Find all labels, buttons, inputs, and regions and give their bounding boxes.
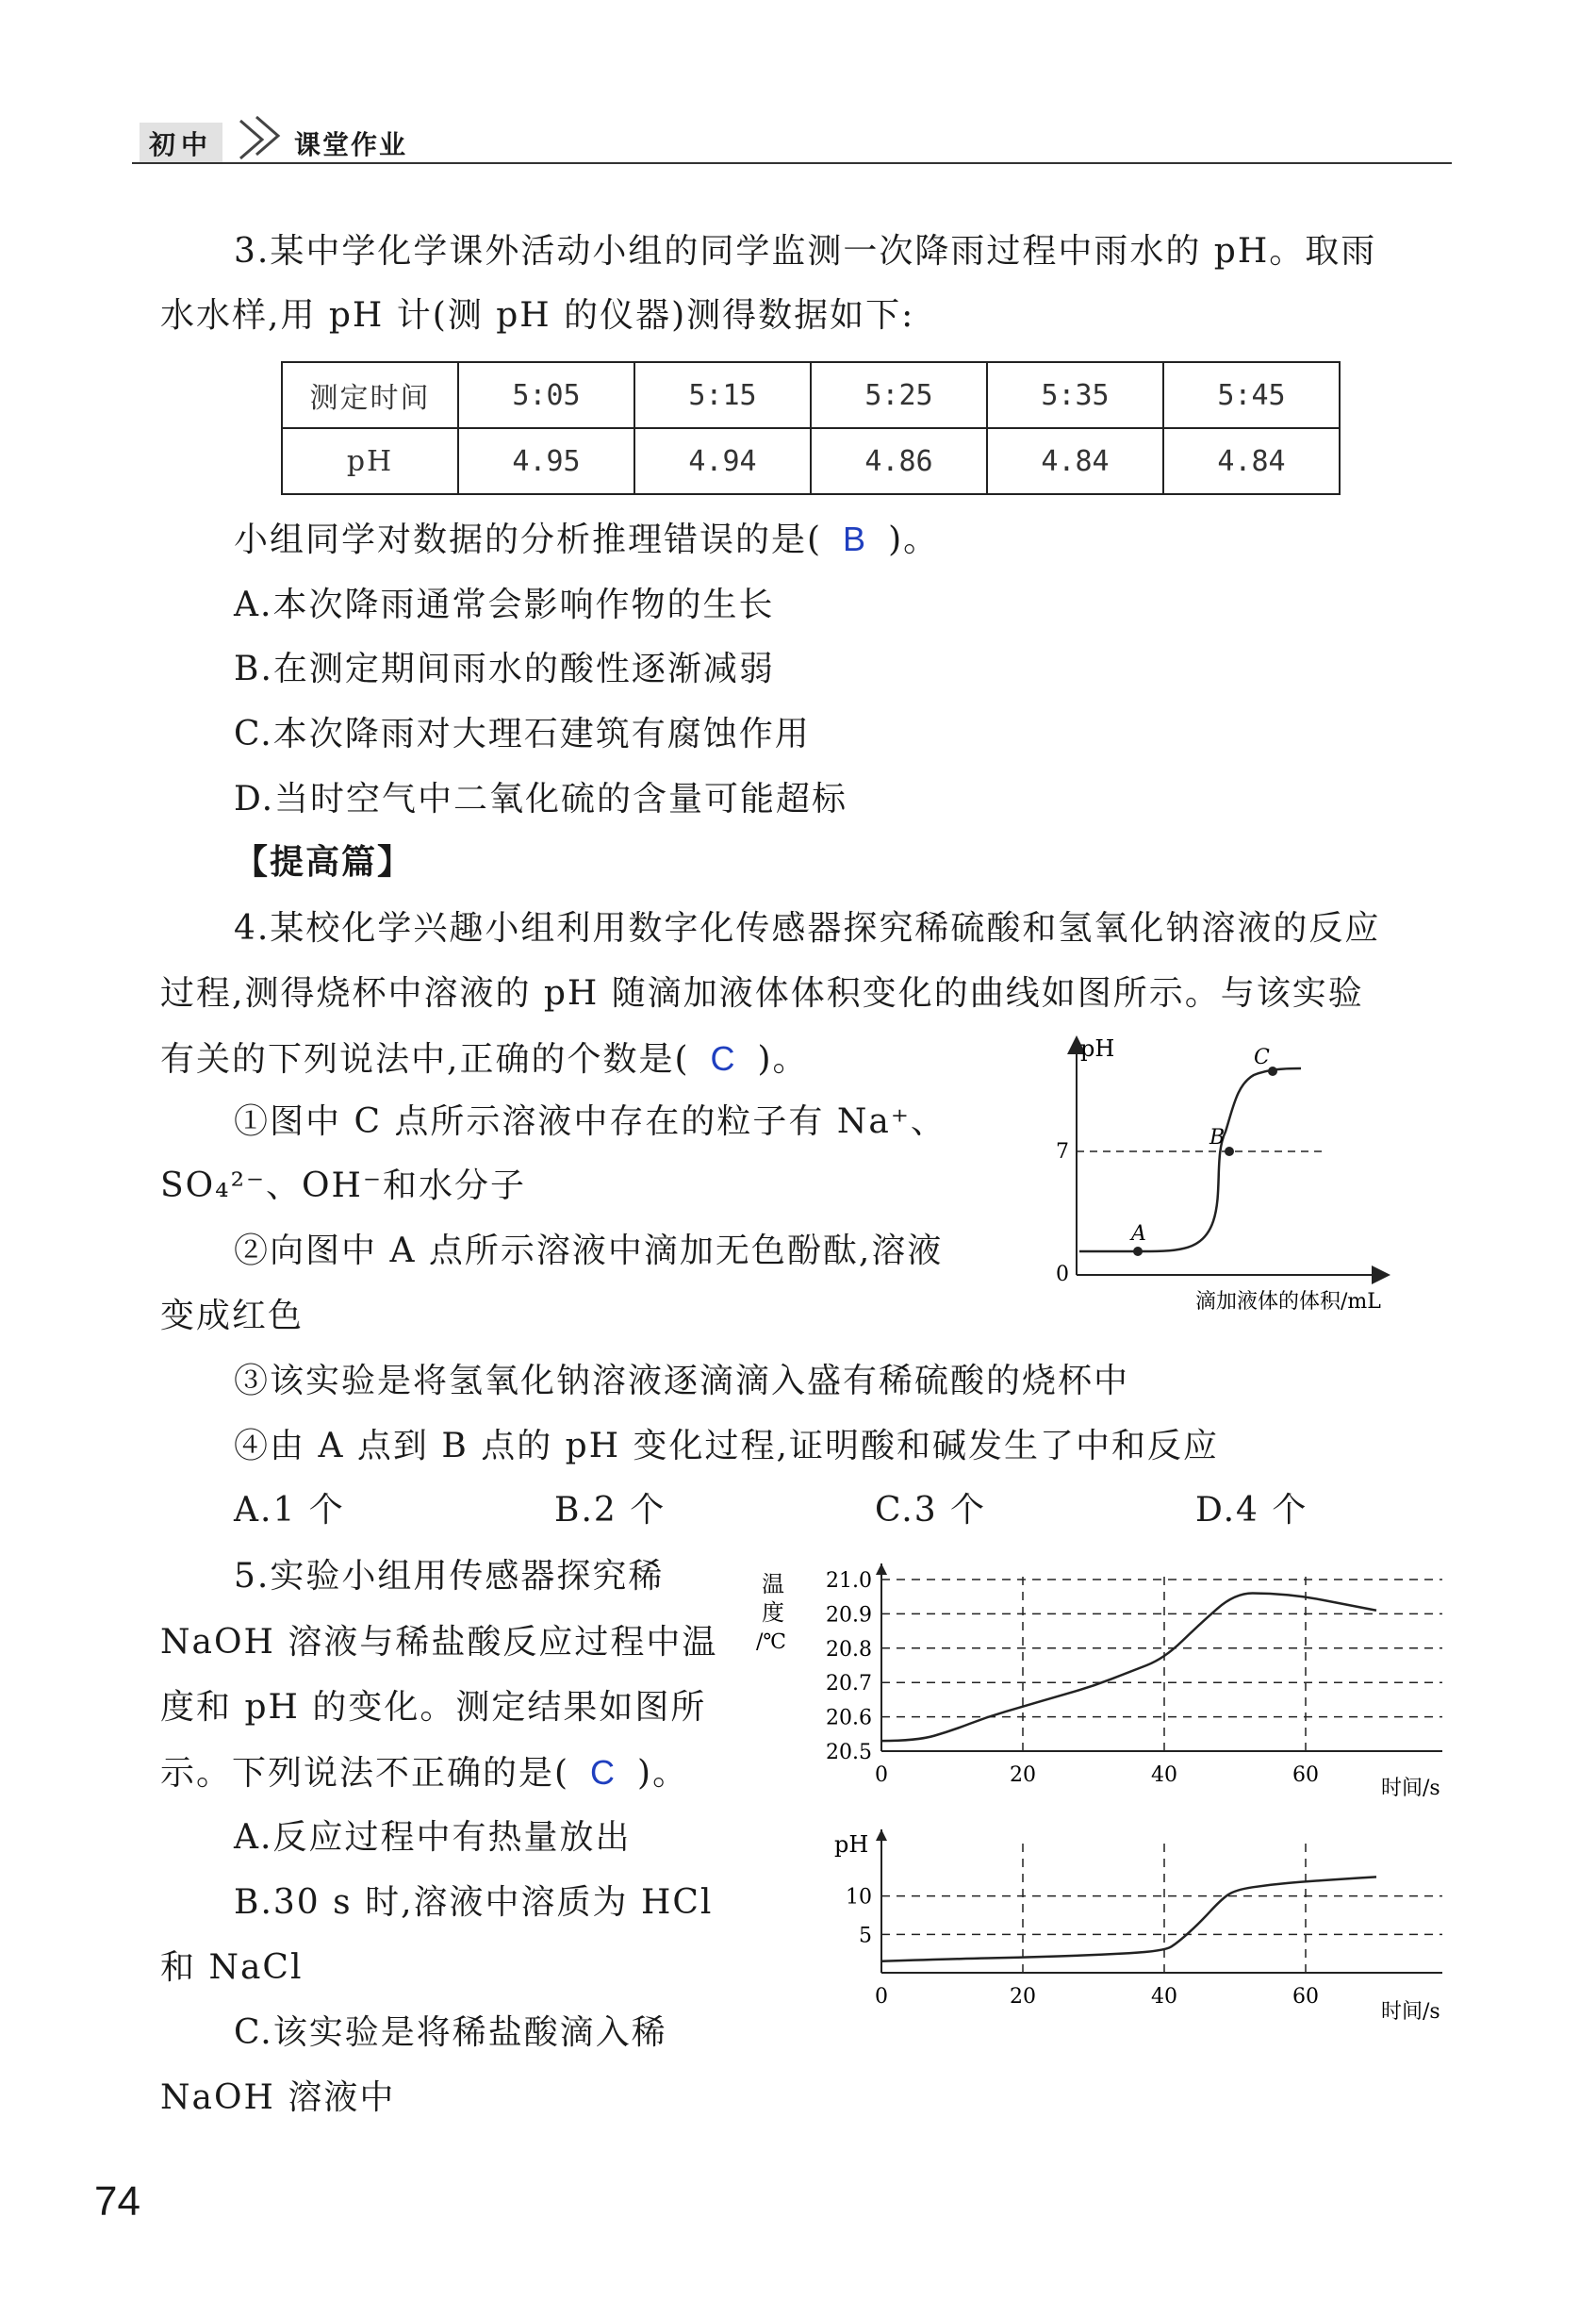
ph-curve — [881, 1877, 1376, 1960]
x-axis-label: 时间/s — [1381, 1777, 1440, 1800]
table-cell: pH — [282, 428, 458, 494]
table-cell: 5:05 — [458, 362, 634, 428]
q5-ph-chart — [754, 1820, 1471, 2032]
q3-option-a: A.本次降雨通常会影响作物的生长 — [234, 586, 775, 624]
y-tick-label: 10 — [846, 1885, 872, 1910]
x-tick-label: 20 — [1010, 1985, 1036, 2009]
q4-option-a: A.1 个 — [234, 1491, 345, 1530]
q3-option-c: C.本次降雨对大理石建筑有腐蚀作用 — [234, 715, 811, 753]
y-axis-arrow — [876, 1829, 887, 1841]
temp-axis-label: 度 — [762, 1599, 784, 1626]
temp-axis-label: 温 — [762, 1571, 784, 1597]
table-cell: 5:25 — [811, 362, 987, 428]
q5-question-end: )。 — [637, 1754, 689, 1793]
chevron-right-icon — [236, 113, 292, 160]
x-tick-label: 0 — [875, 1763, 888, 1787]
q3-option-b: B.在测定期间雨水的酸性逐渐减弱 — [234, 650, 775, 688]
point-b — [1225, 1147, 1234, 1156]
q4-option-b: B.2 个 — [554, 1491, 666, 1530]
x-axis-label: 时间/s — [1381, 2000, 1440, 2024]
q3-question — [234, 519, 939, 561]
x-tick-label: 40 — [1151, 1763, 1177, 1787]
q4-statement-1b: SO₄²⁻、OH⁻和水分子 — [160, 1166, 526, 1205]
origin-label: 0 — [1056, 1263, 1069, 1286]
header-book-title: 课堂作业 — [294, 129, 408, 160]
q4-option-c: C.3 个 — [875, 1491, 987, 1530]
q5-option-b-line2: 和 NaCl — [160, 1948, 304, 1987]
table-cell: 4.84 — [987, 428, 1163, 494]
q4-statement-3: ③该实验是将氢氧化钠溶液逐滴滴入盛有稀硫酸的烧杯中 — [234, 1362, 1130, 1400]
q4-answer: C — [710, 1039, 737, 1078]
header-rule — [132, 162, 1452, 164]
table-cell: 4.84 — [1163, 428, 1340, 494]
temp-axis-unit: /℃ — [756, 1630, 787, 1654]
q4-ph-chart — [1028, 1028, 1480, 1330]
q4-stem-line1: 4.某校化学兴趣小组利用数字化传感器探究稀硫酸和氢氧化钠溶液的反应 — [234, 909, 1381, 948]
q3-question-text: 小组同学对数据的分析推理错误的是( — [234, 521, 823, 559]
q4-statement-2b: 变成红色 — [160, 1297, 304, 1335]
q5-question-text: 示。下列说法不正确的是( — [160, 1754, 570, 1793]
q4-statement-2a: ②向图中 A 点所示溶液中滴加无色酚酞,溶液 — [234, 1232, 944, 1270]
q5-stem-line1: 5.实验小组用传感器探究稀 — [234, 1557, 665, 1596]
q5-stem-line2: NaOH 溶液与稀盐酸反应过程中温 — [160, 1623, 718, 1662]
q5-option-c-line1: C.该实验是将稀盐酸滴入稀 — [234, 2013, 667, 2052]
ph-axis-label: pH — [834, 1831, 869, 1858]
q5-stem-line3: 度和 pH 的变化。测定结果如图所 — [160, 1688, 707, 1727]
table-cell: 5:45 — [1163, 362, 1340, 428]
q4-question-text: 有关的下列说法中,正确的个数是( — [160, 1040, 690, 1079]
q4-statement-1a: ①图中 C 点所示溶液中存在的粒子有 Na⁺、 — [234, 1102, 946, 1141]
table-row — [282, 428, 1340, 494]
x-tick-label: 0 — [875, 1985, 888, 2009]
section-heading: 【提高篇】 — [234, 843, 414, 882]
table-cell: 5:15 — [634, 362, 811, 428]
table-cell: 4.94 — [634, 428, 811, 494]
q3-stem-line1: 3.某中学化学课外活动小组的同学监测一次降雨过程中雨水的 pH。取雨 — [234, 232, 1377, 271]
y-tick-label: 20.6 — [826, 1706, 872, 1730]
ph-data-table — [281, 361, 1341, 495]
q4-question-end: )。 — [757, 1040, 809, 1079]
y-axis-arrow — [876, 1563, 887, 1575]
q5-option-c-line2: NaOH 溶液中 — [160, 2078, 396, 2117]
q4-stem-line3 — [160, 1038, 809, 1081]
y-tick-label: 21.0 — [826, 1569, 872, 1593]
y-axis-label: pH — [1080, 1035, 1115, 1062]
point-a-label: A — [1131, 1222, 1146, 1246]
q4-statement-4: ④由 A 点到 B 点的 pH 变化过程,证明酸和碱发生了中和反应 — [234, 1427, 1219, 1465]
x-tick-label: 60 — [1292, 1763, 1319, 1787]
x-tick-label: 60 — [1292, 1985, 1319, 2009]
x-tick-label: 40 — [1151, 1985, 1177, 2009]
q3-question-end: )。 — [888, 521, 940, 559]
y-tick-7: 7 — [1056, 1140, 1069, 1164]
q3-stem-line2: 水水样,用 pH 计(测 pH 的仪器)测得数据如下: — [160, 296, 915, 335]
x-tick-label: 20 — [1010, 1763, 1036, 1787]
y-tick-label: 20.7 — [826, 1672, 872, 1696]
point-b-label: B — [1209, 1126, 1226, 1150]
q5-option-b-line1: B.30 s 时,溶液中溶质为 HCl — [234, 1883, 714, 1922]
page-header — [132, 113, 1452, 170]
point-c-label: C — [1254, 1046, 1270, 1069]
temperature-curve — [881, 1594, 1376, 1742]
q5-option-a: A.反应过程中有热量放出 — [234, 1818, 632, 1857]
q5-answer: C — [590, 1753, 617, 1792]
table-row — [282, 362, 1340, 428]
x-axis-label: 滴加液体的体积/mL — [1195, 1290, 1381, 1314]
q5-temperature-chart — [754, 1556, 1471, 1811]
ph-curve — [1079, 1068, 1301, 1251]
y-tick-label: 20.9 — [826, 1603, 872, 1628]
q5-stem-line4 — [160, 1752, 688, 1795]
q3-answer: B — [843, 520, 868, 558]
table-cell: 测定时间 — [282, 362, 458, 428]
y-tick-label: 20.5 — [826, 1741, 872, 1764]
q3-option-d: D.当时空气中二氧化硫的含量可能超标 — [234, 780, 848, 819]
y-tick-label: 20.8 — [826, 1637, 872, 1662]
q4-option-d: D.4 个 — [1195, 1491, 1308, 1530]
table-cell: 4.86 — [811, 428, 987, 494]
y-tick-label: 5 — [859, 1924, 872, 1948]
header-level: 初中 — [140, 123, 222, 164]
table-cell: 4.95 — [458, 428, 634, 494]
point-a — [1133, 1247, 1143, 1256]
table-cell: 5:35 — [987, 362, 1163, 428]
page-number: 74 — [94, 2178, 140, 2225]
q4-stem-line2: 过程,测得烧杯中溶液的 pH 随滴加液体体积变化的曲线如图所示。与该实验 — [160, 974, 1364, 1013]
